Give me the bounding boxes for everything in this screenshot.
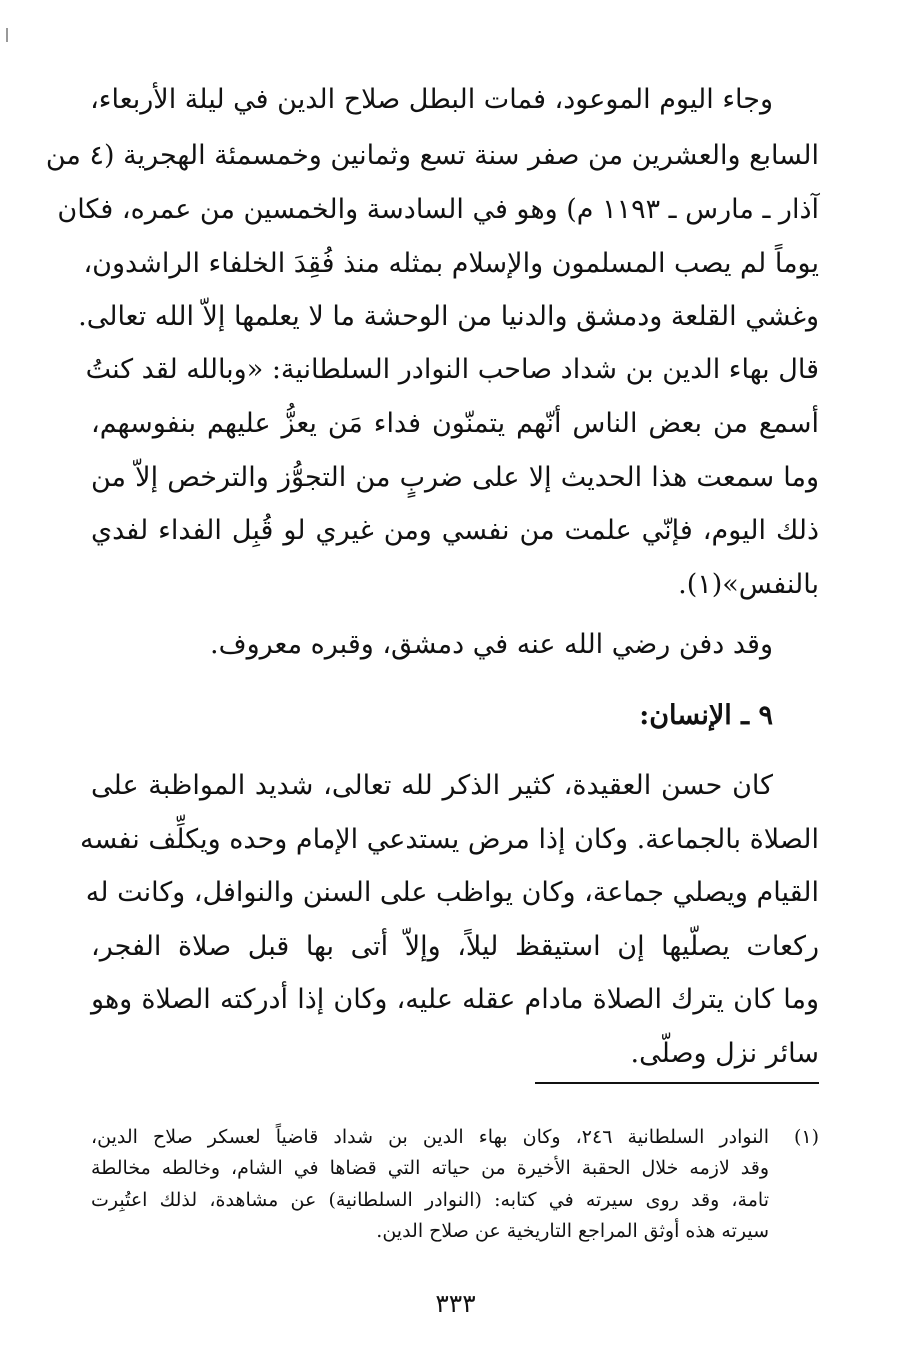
paragraph2-line-3: القيام ويصلي جماعة، وكان يواظب على السنن والنوافل، وكانت له (85, 877, 819, 908)
footnote-number: (١) (793, 1126, 819, 1148)
scan-edge-mark (6, 28, 8, 42)
page-number: ٣٣٣ (435, 1289, 476, 1318)
footnote-line-3: تامة، وقد روى سيرته في كتابه: (النوادر السلطانية) عن مشاهدة، لذلك اعتُبِرت (91, 1189, 769, 1211)
paragraph1-line-1: وجاء اليوم الموعود، فمات البطل صلاح الدين في ليلة الأربعاء، (90, 84, 773, 115)
burial-line: وقد دفن رضي الله عنه في دمشق، وقبره معروف. (210, 629, 773, 660)
paragraph1-line-2: السابع والعشرين من صفر سنة تسع وثمانين وخمسمئة الهجرية (٤ من (45, 140, 819, 171)
paragraph2-line-6: سائر نزل وصلّى. (630, 1038, 819, 1069)
paragraph2-line-2: الصلاة بالجماعة. وكان إذا مرض يستدعي الإمام وحده ويكلِّف نفسه (80, 824, 819, 855)
footnote-line-4: سيرته هذه أوثق المراجع التاريخية عن صلاح الدين. (376, 1220, 769, 1242)
section-heading: ٩ ـ الإنسان: (639, 700, 773, 731)
quote-line-2: أسمع من بعض الناس أنّهم يتمنّون فداء مَن يعزُّ عليهم بنفوسهم، (91, 408, 819, 439)
paragraph2-line-5: وما كان يترك الصلاة مادام عقله عليه، وكان إذا أدركته الصلاة وهو (91, 984, 819, 1015)
paragraph2-line-4: ركعات يصلّيها إن استيقظ ليلاً، وإلاّ أتى بها قبل صلاة الفجر، (91, 931, 819, 962)
footnote-line-1: النوادر السلطانية ٢٤٦، وكان بهاء الدين بن شداد قاضياً لعسكر صلاح الدين، (91, 1126, 769, 1148)
footnote-separator (535, 1082, 819, 1084)
paragraph1-line-5: وغشي القلعة ودمشق والدنيا من الوحشة ما لا يعلمها إلاّ الله تعالى. (78, 301, 819, 332)
quote-line-1: قال بهاء الدين بن شداد صاحب النوادر السلطانية: «وبالله لقد كنتُ (85, 354, 819, 385)
paragraph2-line-1: كان حسن العقيدة، كثير الذكر لله تعالى، شديد المواظبة على (91, 770, 773, 801)
quote-line-4: ذلك اليوم، فإنّي علمت من نفسي ومن غيري لو قُبِل الفداء لفدي (91, 515, 819, 546)
quote-line-5: بالنفس»(١). (678, 569, 819, 600)
quote-line-3: وما سمعت هذا الحديث إلا على ضربٍ من التجوُّز والترخص إلاّ من (91, 462, 819, 493)
paragraph1-line-3: آذار ـ مارس ـ ١١٩٣ م) وهو في السادسة والخمسين من عمره، فكان (57, 194, 819, 225)
paragraph1-line-4: يوماً لم يصب المسلمون والإسلام بمثله منذ فُقِدَ الخلفاء الراشدون، (83, 248, 819, 279)
footnote-line-2: وقد لازمه خلال الحقبة الأخيرة من حياته التي قضاها في الشام، وخالطه مخالطة (91, 1157, 769, 1179)
